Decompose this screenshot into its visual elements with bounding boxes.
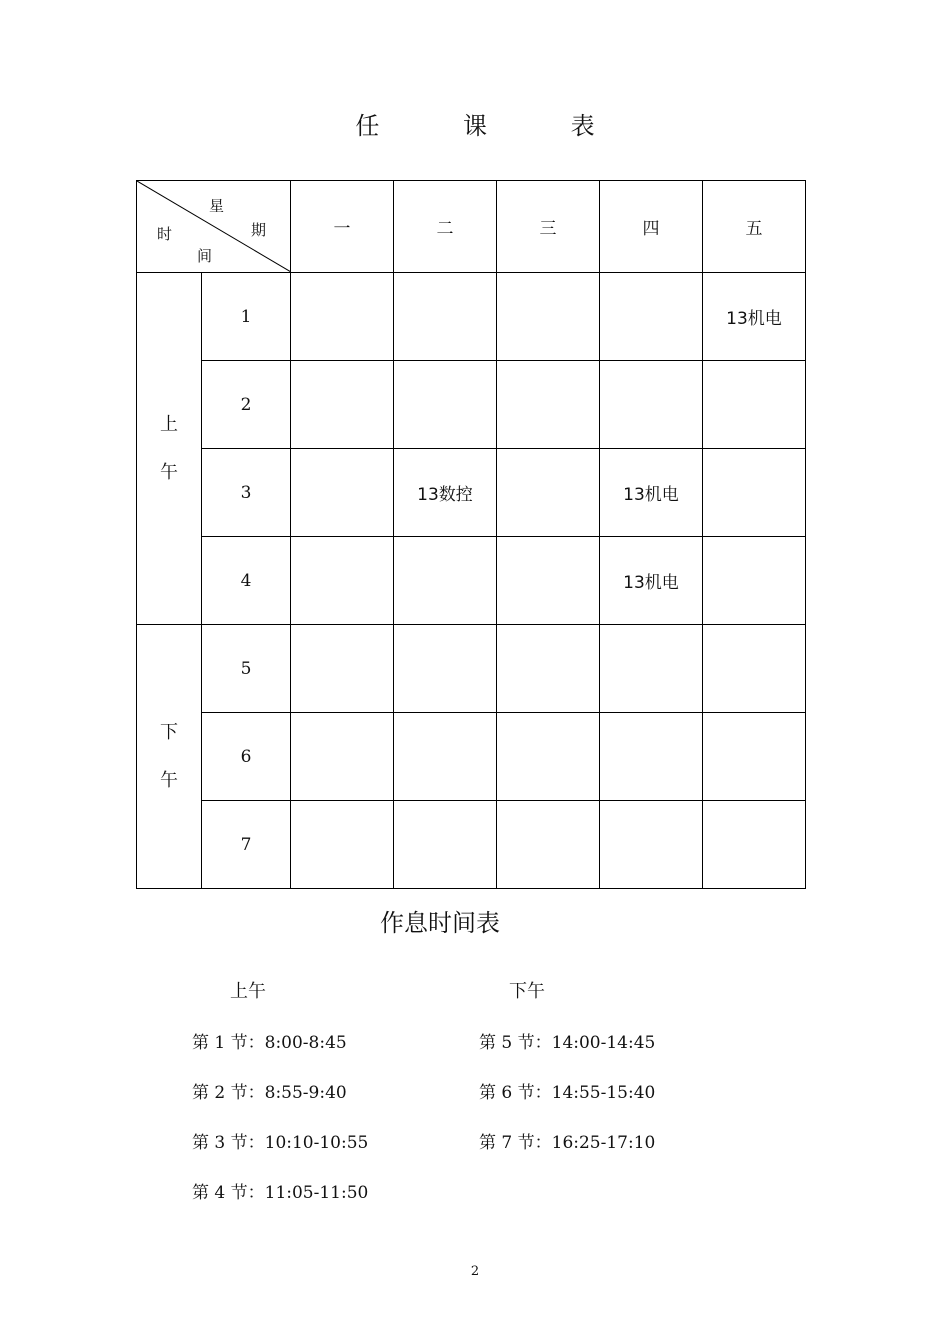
period-number: 3 <box>202 449 291 537</box>
period-number: 2 <box>202 361 291 449</box>
rest-schedule-title: 作息时间表 <box>380 909 500 937</box>
schedule-cell <box>497 449 600 537</box>
corner-label-right: 期 <box>251 221 267 239</box>
schedule-cell <box>394 273 497 361</box>
period-number: 6 <box>202 713 291 801</box>
table-row <box>137 801 806 889</box>
table-row <box>137 713 806 801</box>
schedule-cell <box>703 537 806 625</box>
period-number: 4 <box>202 537 291 625</box>
day-header: 二 <box>394 181 497 273</box>
schedule-cell <box>497 713 600 801</box>
schedule-cell <box>291 537 394 625</box>
schedule-cell <box>600 801 703 889</box>
page-number: 2 <box>470 1264 480 1279</box>
morning-heading: 上午 <box>230 981 266 1002</box>
schedule-cell <box>394 361 497 449</box>
table-row <box>137 449 806 537</box>
time-slot: 第 6 节：14:55-15:40 <box>479 1083 656 1103</box>
schedule-cell: 13机电 <box>600 449 703 537</box>
schedule-cell <box>291 273 394 361</box>
time-slot: 第 2 节：8:55-9:40 <box>192 1083 347 1103</box>
afternoon-heading: 下午 <box>509 981 545 1002</box>
schedule-cell <box>497 625 600 713</box>
schedule-cell <box>497 537 600 625</box>
schedule-cell <box>703 361 806 449</box>
table-header-row <box>137 181 806 273</box>
corner-label-top: 星 <box>209 197 225 215</box>
afternoon-label: 下 午 <box>137 625 202 889</box>
table-row <box>137 273 806 361</box>
schedule-cell <box>291 713 394 801</box>
schedule-cell <box>291 801 394 889</box>
day-header: 一 <box>291 181 394 273</box>
day-header: 三 <box>497 181 600 273</box>
corner-label-bottom: 间 <box>197 247 213 265</box>
schedule-cell <box>703 801 806 889</box>
schedule-cell <box>497 273 600 361</box>
schedule-cell: 13数控 <box>394 449 497 537</box>
day-header: 四 <box>600 181 703 273</box>
schedule-cell <box>600 713 703 801</box>
time-slot: 第 3 节：10:10-10:55 <box>192 1133 369 1153</box>
schedule-cell <box>394 713 497 801</box>
period-number: 7 <box>202 801 291 889</box>
schedule-cell <box>703 713 806 801</box>
schedule-cell <box>291 361 394 449</box>
schedule-cell <box>497 801 600 889</box>
table-row <box>137 625 806 713</box>
schedule-cell <box>394 625 497 713</box>
period-number: 1 <box>202 273 291 361</box>
schedule-cell <box>394 801 497 889</box>
morning-label: 上 午 <box>137 273 202 625</box>
corner-label-left: 时 <box>157 225 173 243</box>
corner-cell <box>137 181 291 273</box>
schedule-cell <box>703 449 806 537</box>
schedule-cell <box>394 537 497 625</box>
schedule-cell: 13机电 <box>600 537 703 625</box>
schedule-cell <box>600 361 703 449</box>
time-slot: 第 4 节：11:05-11:50 <box>192 1183 369 1203</box>
course-schedule-table <box>136 180 806 889</box>
table-row <box>137 361 806 449</box>
period-number: 5 <box>202 625 291 713</box>
page-title: 任 课 表 <box>355 112 633 140</box>
schedule-cell <box>600 625 703 713</box>
schedule-cell <box>703 625 806 713</box>
schedule-cell <box>497 361 600 449</box>
time-slot: 第 1 节：8:00-8:45 <box>192 1033 347 1053</box>
time-slot: 第 7 节：16:25-17:10 <box>479 1133 656 1153</box>
time-slot: 第 5 节：14:00-14:45 <box>479 1033 656 1053</box>
schedule-cell <box>291 449 394 537</box>
schedule-cell: 13机电 <box>703 273 806 361</box>
schedule-cell <box>291 625 394 713</box>
table-row <box>137 537 806 625</box>
day-header: 五 <box>703 181 806 273</box>
schedule-cell <box>600 273 703 361</box>
